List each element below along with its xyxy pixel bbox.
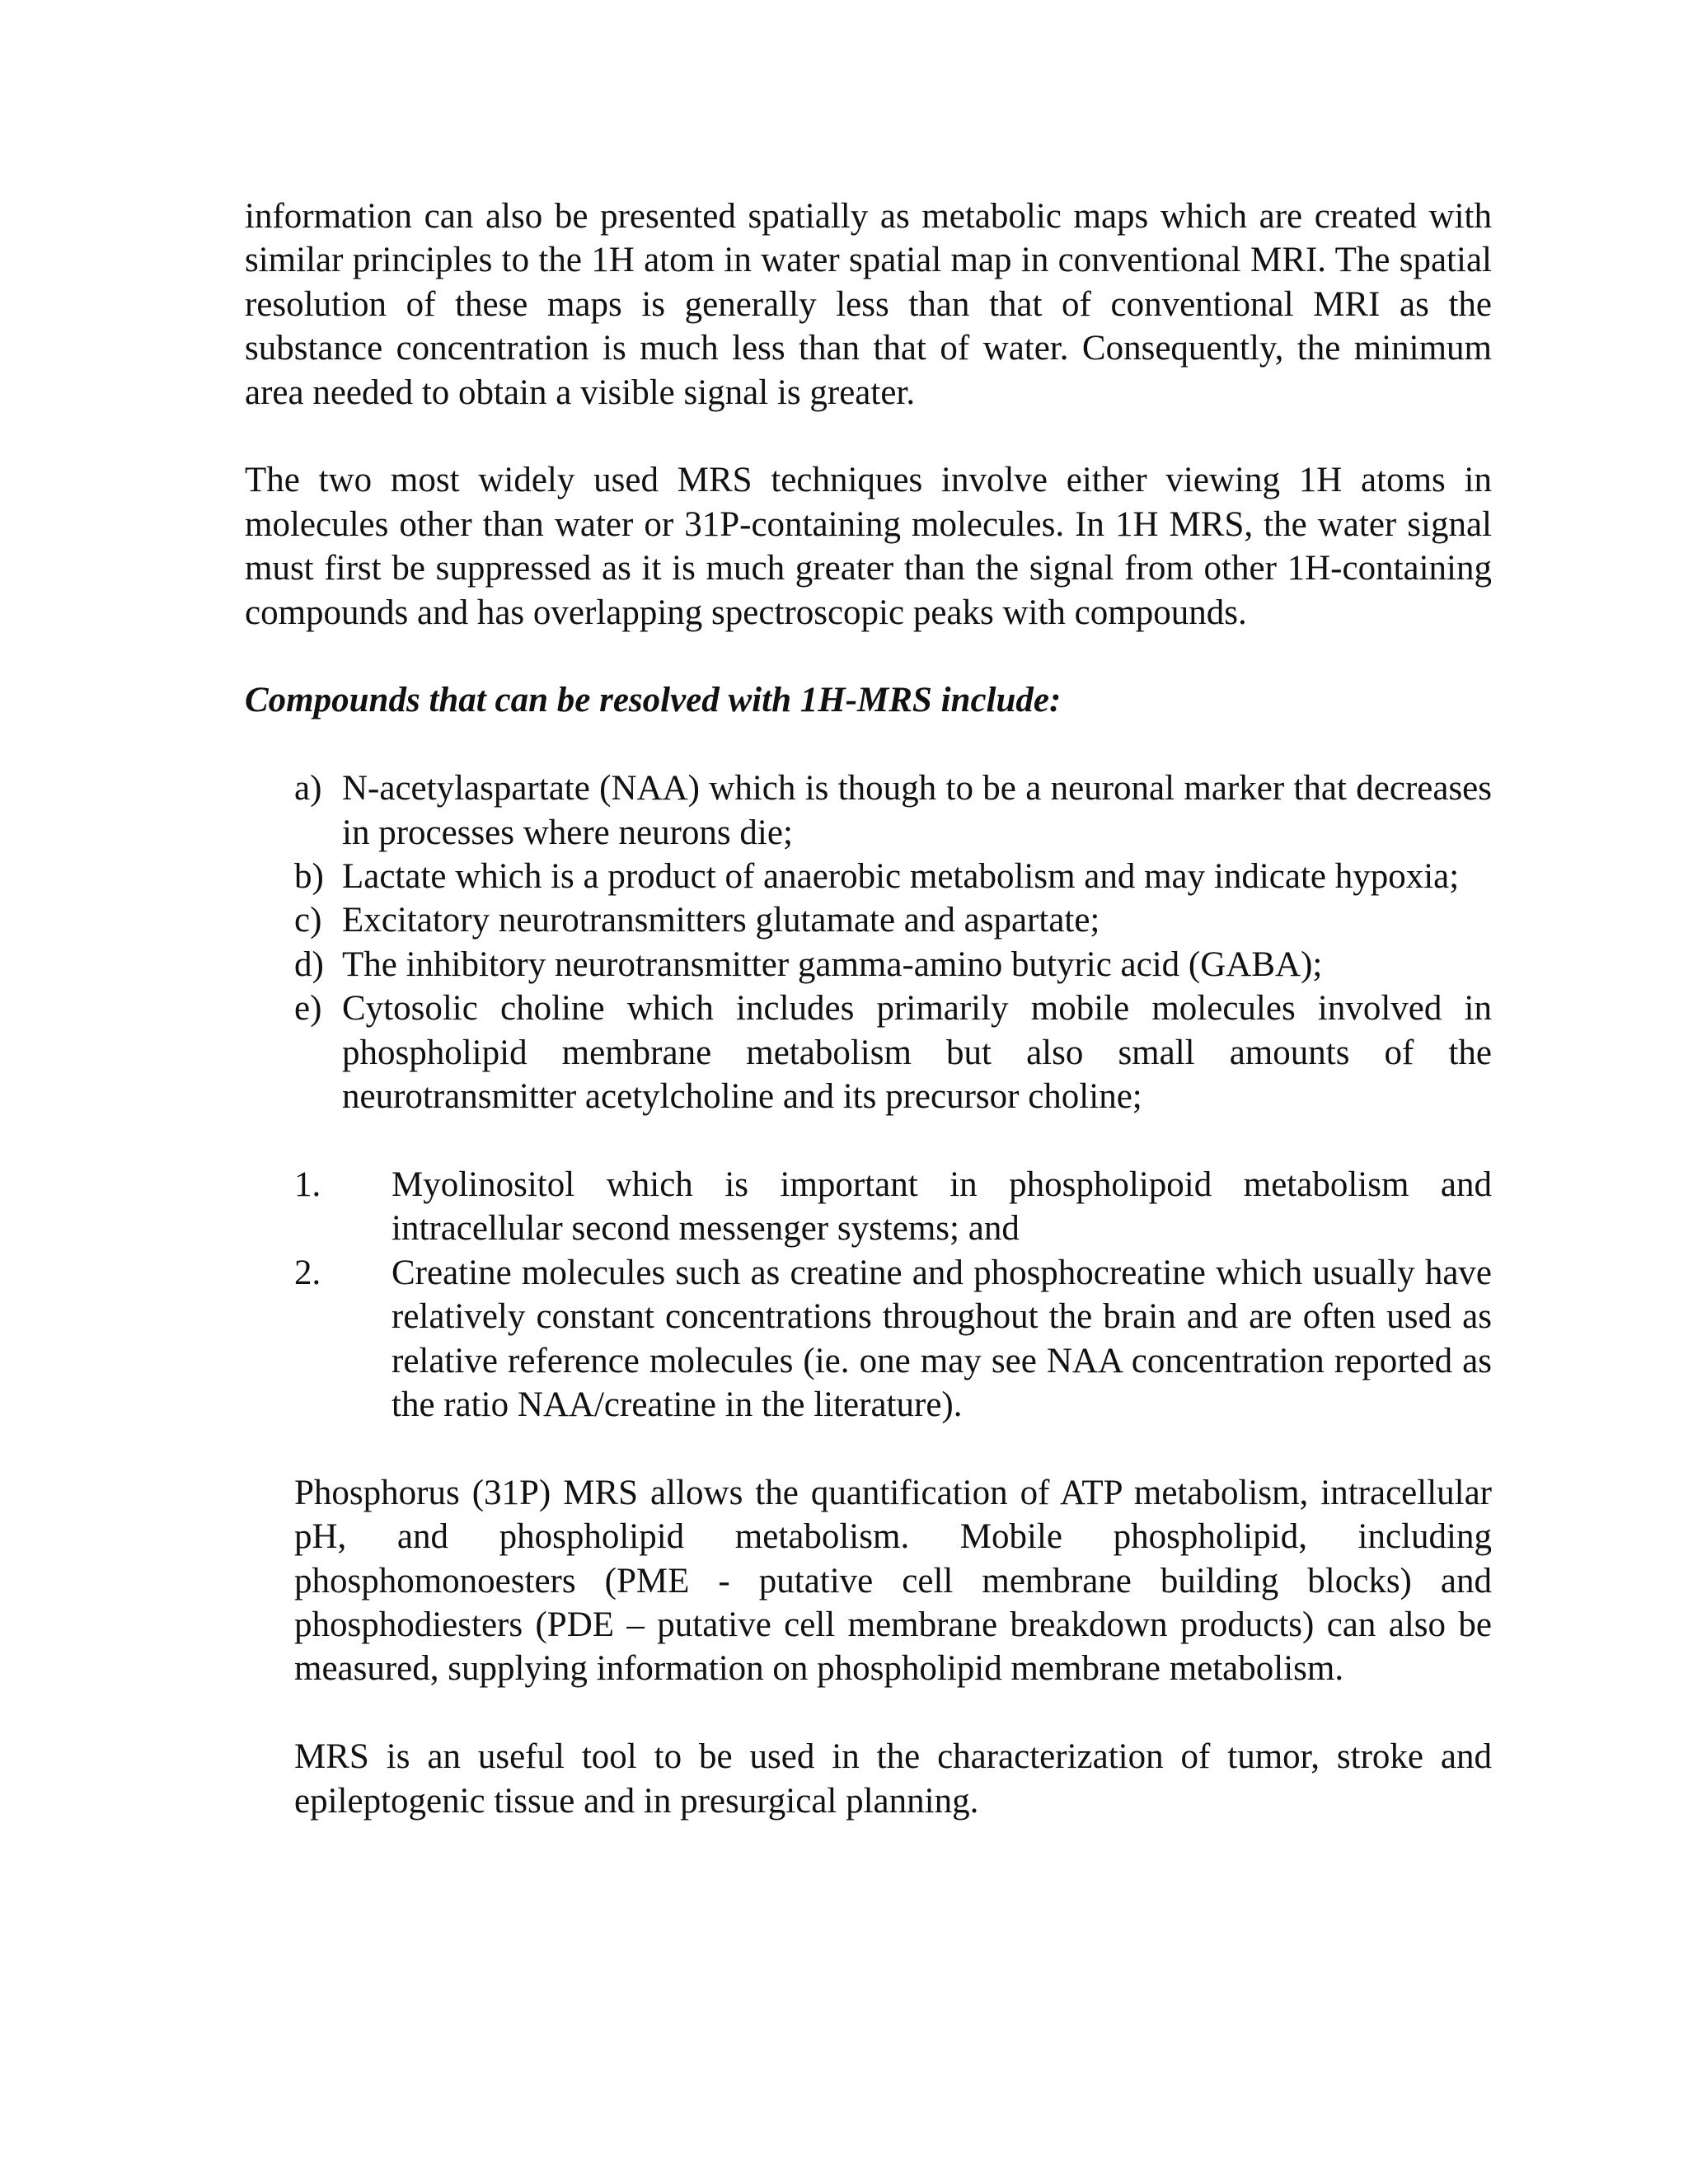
list-item xyxy=(294,766,1492,855)
list-item-text: N-acetylaspartate (NAA) which is though to be a neuronal marker that decreases in processes where neurons die; xyxy=(342,769,1492,852)
list-item xyxy=(294,855,1492,898)
paragraph-mrs-techniques: The two most widely used MRS techniques involve either viewing 1H atoms in molecules other than water or 31P-containing molecules. In 1H MRS, the water signal must first be suppressed as it is much greater than the signal from other 1H-containing compounds and has overlapping spectroscopic peaks with compounds. xyxy=(245,461,1492,632)
spacer xyxy=(245,723,1492,766)
spacer xyxy=(245,1427,1492,1470)
list-item xyxy=(294,1251,1492,1427)
spacer xyxy=(245,415,1492,458)
numbered-list xyxy=(294,1163,1492,1427)
list-item-text: Excitatory neurotransmitters glutamate and aspartate; xyxy=(342,901,1100,940)
spacer xyxy=(245,1118,1492,1162)
document-page xyxy=(245,194,1492,1823)
paragraph-phosphorus-mrs: Phosphorus (31P) MRS allows the quantification of ATP metabolism, intracellular pH, and phospholipid metabolism. Mobile phospholipid, including phosphomonoesters (PME - putative cell membrane building blocks) and phosphodiesters (PDE – putative cell membrane breakdown products) can also be measured, supplying information on phospholipid membrane metabolism. xyxy=(294,1473,1492,1689)
list-item xyxy=(294,898,1492,942)
spacer xyxy=(245,635,1492,678)
list-item-text: Creatine molecules such as creatine and phosphocreatine which usually have relatively constant concentrations throughout the brain and are often used as relative reference molecules (ie. one may see NAA concentration reported as the ratio NAA/creatine in the literature). xyxy=(392,1253,1492,1424)
list-marker: e) xyxy=(294,989,322,1029)
list-item xyxy=(294,943,1492,987)
list-item-text: Cytosolic choline which includes primarily mobile molecules involved in phospholipid membrane metabolism but also small amounts of the neurotransmitter acetylcholine and its precursor choline; xyxy=(342,989,1492,1117)
list-marker: 1. xyxy=(294,1165,321,1204)
list-item xyxy=(294,987,1492,1118)
list-marker: c) xyxy=(294,901,322,940)
list-item-text: The inhibitory neurotransmitter gamma-amino butyric acid (GABA); xyxy=(342,944,1323,984)
list-item-text: Myolinositol which is important in phospholipoid metabolism and intracellular second messenger systems; and xyxy=(392,1165,1492,1249)
paragraph-mrs-usefulness: MRS is an useful tool to be used in the characterization of tumor, stroke and epileptogenic tissue and in presurgical planning. xyxy=(294,1737,1492,1821)
list-marker: 2. xyxy=(294,1253,321,1292)
list-item-text: Lactate which is a product of anaerobic metabolism and may indicate hypoxia; xyxy=(342,857,1460,897)
spacer xyxy=(245,1691,1492,1735)
compound-list xyxy=(294,766,1492,1118)
list-marker: d) xyxy=(294,944,324,984)
list-marker: a) xyxy=(294,769,322,808)
list-marker: b) xyxy=(294,857,324,897)
list-item xyxy=(294,1163,1492,1251)
paragraph-metabolic-maps: information can also be presented spatially as metabolic maps which are created with similar principles to the 1H atom in water spatial map in conventional MRI. The spatial resolution of these maps is generally less than that of conventional MRI as the substance concentration is much less than that of water. Consequently, the minimum area needed to obtain a visible signal is greater. xyxy=(245,197,1492,412)
section-heading: Compounds that can be resolved with 1H-MRS include: xyxy=(245,681,1062,720)
